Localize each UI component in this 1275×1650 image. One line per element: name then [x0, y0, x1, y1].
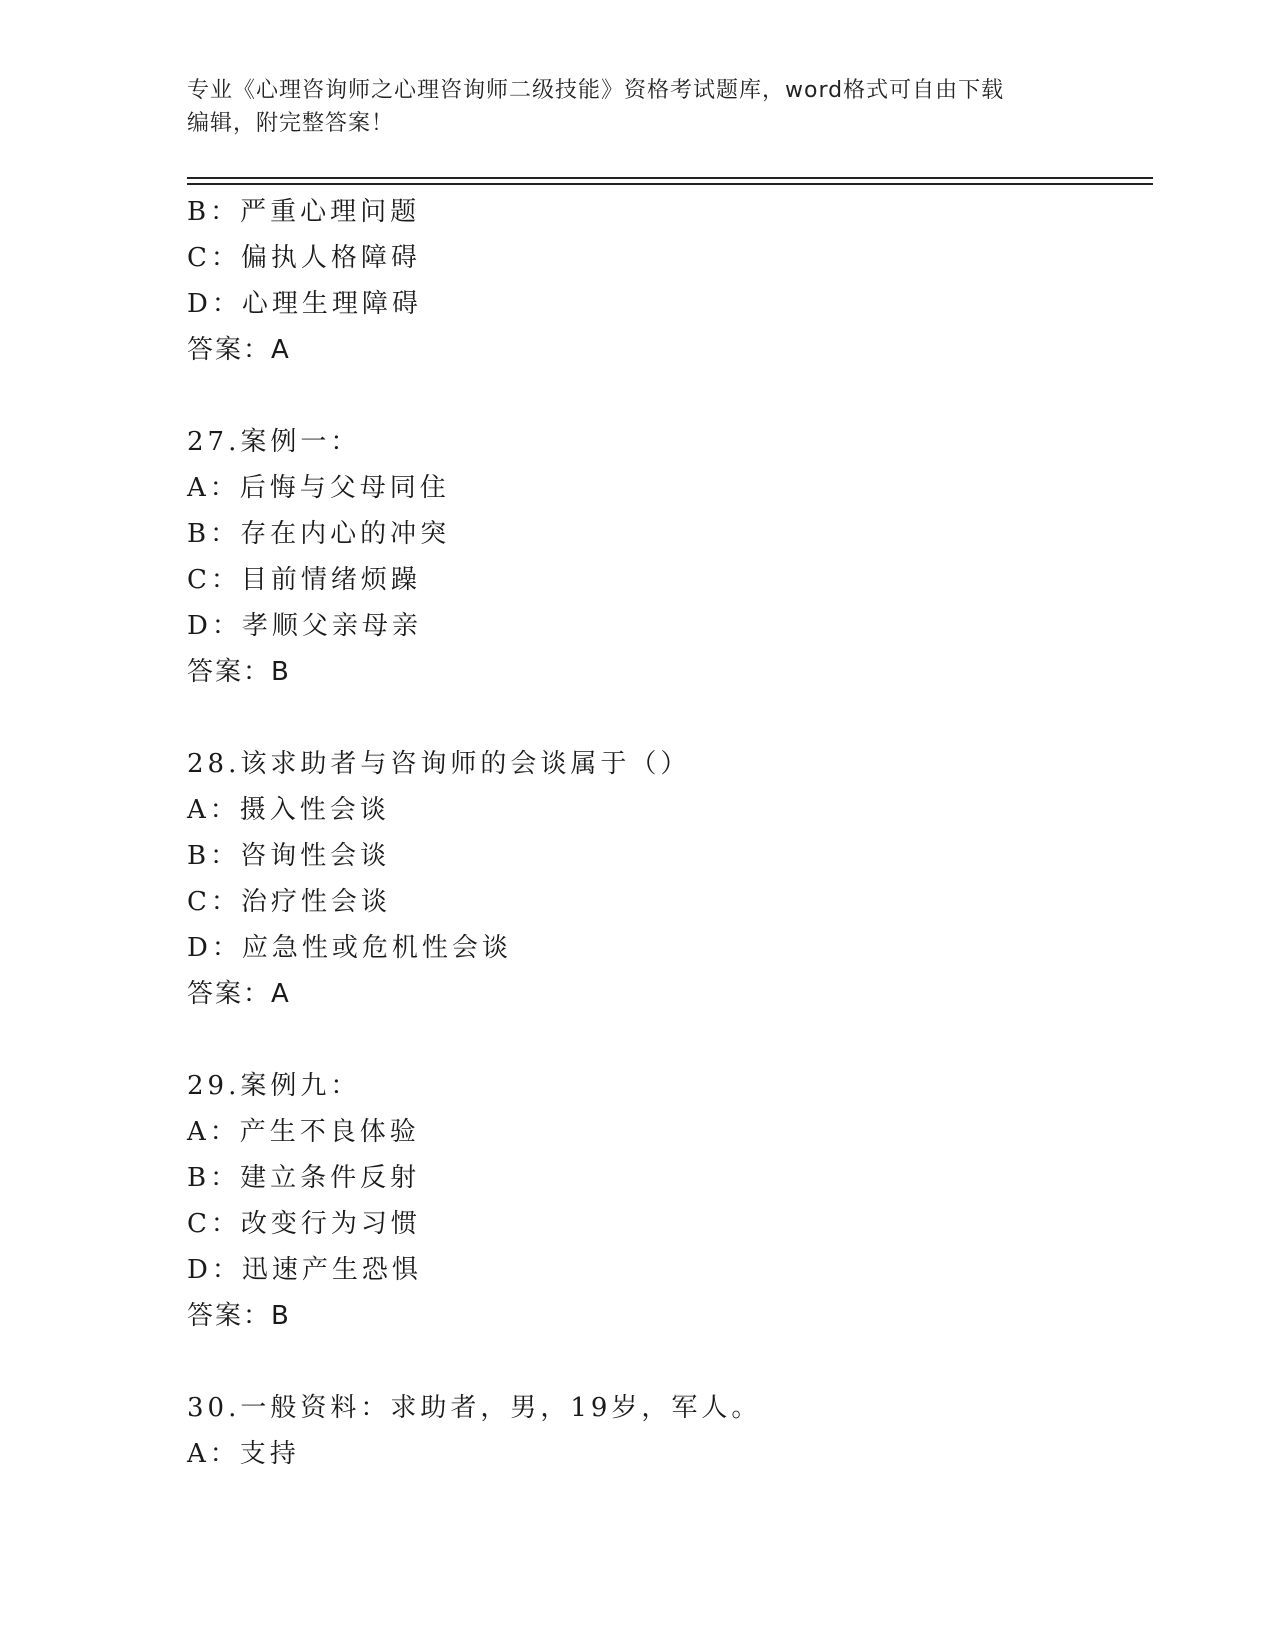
header-line-2: 编辑，附完整答案！: [187, 111, 395, 136]
question-block-30: [187, 1385, 1147, 1477]
question-stem: 29.案例九：: [187, 1071, 361, 1101]
option-d: D：心理生理障碍: [187, 289, 422, 319]
question-list: [187, 189, 1147, 1477]
option-c: C：治疗性会谈: [187, 887, 391, 917]
header-divider-top: [187, 177, 1153, 179]
option-a: A：摄入性会谈: [187, 795, 390, 825]
question-stem: 27.案例一：: [187, 427, 361, 457]
option-a: A：支持: [187, 1439, 300, 1469]
option-d: D：迅速产生恐惧: [187, 1255, 422, 1285]
option-a: A：产生不良体验: [187, 1117, 420, 1147]
question-stem: 30.一般资料：求助者，男，19岁，军人。: [187, 1393, 762, 1423]
answer-line: 答案：B: [187, 1301, 291, 1331]
header-divider-bottom: [187, 183, 1153, 185]
option-c: C：偏执人格障碍: [187, 243, 421, 273]
option-c: C：改变行为习惯: [187, 1209, 421, 1239]
spacer: [187, 1017, 1147, 1063]
option-b: B：建立条件反射: [187, 1163, 421, 1193]
option-b: B：咨询性会谈: [187, 841, 391, 871]
question-stem: 28.该求助者与咨询师的会谈属于（）: [187, 749, 691, 779]
option-d: D：孝顺父亲母亲: [187, 611, 422, 641]
option-a: A：后悔与父母同住: [187, 473, 450, 503]
answer-line: 答案：A: [187, 335, 291, 365]
question-block-27: [187, 419, 1147, 695]
answer-line: 答案：B: [187, 657, 291, 687]
question-block-continued: [187, 189, 1147, 373]
spacer: [187, 695, 1147, 741]
question-block-28: [187, 741, 1147, 1017]
option-b: B：严重心理问题: [187, 197, 421, 227]
question-block-29: [187, 1063, 1147, 1339]
answer-line: 答案：A: [187, 979, 291, 1009]
option-c: C：目前情绪烦躁: [187, 565, 421, 595]
spacer: [187, 373, 1147, 419]
header-line-1: 专业《心理咨询师之心理咨询师二级技能》资格考试题库，word格式可自由下载: [187, 78, 1005, 103]
option-d: D：应急性或危机性会谈: [187, 933, 512, 963]
spacer: [187, 1339, 1147, 1385]
document-header: [187, 74, 1087, 140]
option-b: B：存在内心的冲突: [187, 519, 451, 549]
